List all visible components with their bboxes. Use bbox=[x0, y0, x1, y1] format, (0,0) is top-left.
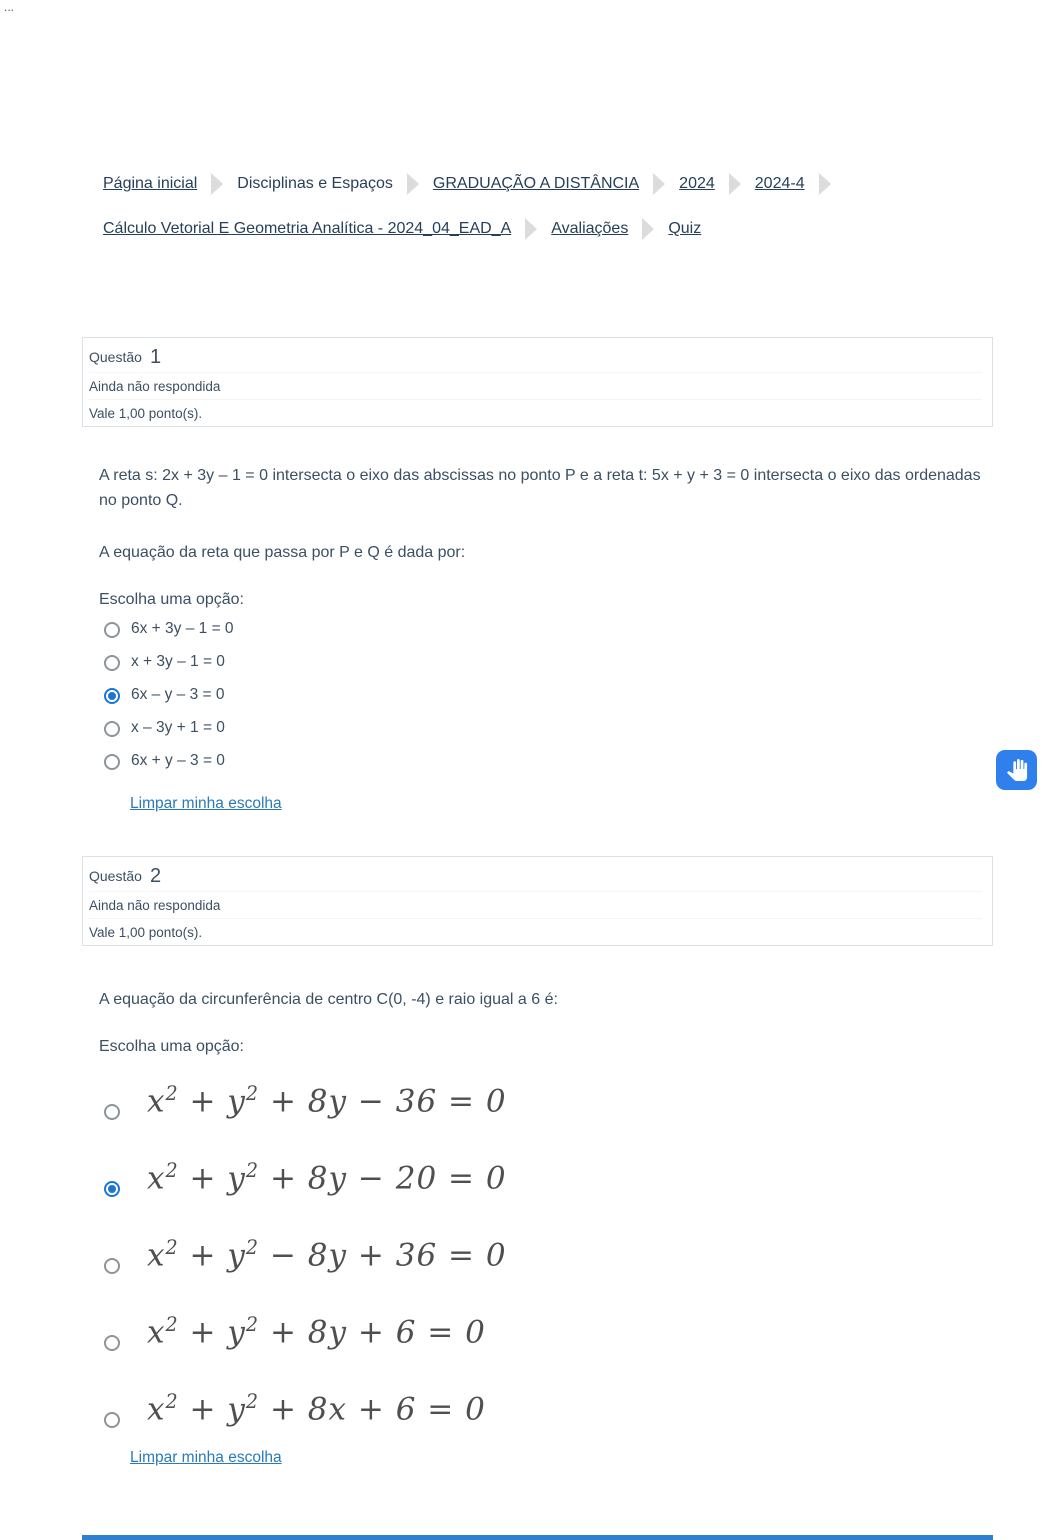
hand-talk-accessibility-button[interactable] bbox=[996, 750, 1037, 790]
equation-image: $x^2 + y^2 + 8y - 20 = 0$ bbox=[147, 1158, 507, 1196]
radio-button[interactable] bbox=[104, 688, 120, 704]
clear-choice-link[interactable]: Limpar minha escolha bbox=[130, 795, 282, 812]
equation-image: $x^2 + y^2 + 8y - 36 = 0$ bbox=[147, 1081, 507, 1119]
answer-option-label: x + 3y – 1 = 0 bbox=[131, 653, 225, 671]
question-2-points: Vale 1,00 ponto(s). bbox=[89, 918, 982, 945]
radio-button[interactable] bbox=[104, 1412, 120, 1428]
answer-option[interactable] bbox=[99, 1290, 981, 1367]
radio-button[interactable] bbox=[104, 721, 120, 737]
chevron-right-icon bbox=[642, 218, 654, 240]
answer-option[interactable] bbox=[99, 1213, 981, 1290]
equation-image: $x^2 + y^2 + 8y + 6 = 0$ bbox=[147, 1312, 486, 1350]
radio-button[interactable] bbox=[104, 1258, 120, 1274]
bottom-blue-bar bbox=[82, 1535, 993, 1540]
breadcrumb-item-disciplinas-e-espacos: Disciplinas e Espaços bbox=[237, 175, 393, 192]
answer-option[interactable] bbox=[99, 613, 981, 646]
breadcrumb-link-pagina-inicial[interactable]: Página inicial bbox=[103, 175, 198, 192]
question-2-header bbox=[89, 861, 982, 891]
question-2-info-box bbox=[82, 856, 993, 946]
question-1-choose-label: Escolha uma opção: bbox=[99, 590, 244, 608]
hand-talk-icon bbox=[1006, 759, 1028, 781]
answer-option[interactable] bbox=[99, 745, 981, 778]
answer-option[interactable] bbox=[99, 646, 981, 679]
breadcrumb-link-course[interactable]: Cálculo Vetorial E Geometria Analítica - 2024_04_EAD_A bbox=[103, 220, 512, 237]
breadcrumb-link-graduacao-a-distancia[interactable]: GRADUAÇÃO A DISTÂNCIA bbox=[432, 175, 640, 192]
question-label: Questão bbox=[89, 349, 142, 365]
answer-option-label: 6x – y – 3 = 0 bbox=[131, 686, 225, 704]
answer-option[interactable] bbox=[99, 679, 981, 712]
radio-button[interactable] bbox=[104, 754, 120, 770]
question-1-points: Vale 1,00 ponto(s). bbox=[89, 399, 982, 426]
question-2-status: Ainda não respondida bbox=[89, 891, 982, 918]
question-1-text: A reta s: 2x + 3y – 1 = 0 intersecta o eixo das abscissas no ponto P e a reta t: 5x + y + 3 = 0 intersecta o eixo das ordenadas no ponto Q. bbox=[99, 467, 981, 509]
breadcrumb-link-quiz[interactable]: Quiz bbox=[668, 220, 702, 237]
question-2-body bbox=[99, 988, 981, 1471]
question-1-header bbox=[89, 342, 982, 372]
question-1-status: Ainda não respondida bbox=[89, 372, 982, 399]
breadcrumb-link-2024[interactable]: 2024 bbox=[679, 175, 715, 192]
breadcrumb-link-avaliacoes[interactable]: Avaliações bbox=[551, 220, 629, 237]
answer-option[interactable] bbox=[99, 1367, 981, 1444]
question-label: Questão bbox=[89, 868, 142, 884]
clear-choice-link[interactable]: Limpar minha escolha bbox=[130, 1449, 282, 1466]
chevron-right-icon bbox=[653, 173, 665, 195]
question-1-body bbox=[99, 464, 981, 817]
radio-button[interactable] bbox=[104, 1181, 120, 1197]
chevron-right-icon bbox=[819, 173, 831, 195]
answer-option-label: x – 3y + 1 = 0 bbox=[131, 719, 225, 737]
overflow-ellipsis: ... bbox=[4, 0, 15, 14]
radio-button[interactable] bbox=[104, 1335, 120, 1351]
equation-image: $x^2 + y^2 - 8y + 36 = 0$ bbox=[147, 1235, 507, 1273]
chevron-right-icon bbox=[525, 218, 537, 240]
question-1-info-box bbox=[82, 337, 993, 427]
radio-button[interactable] bbox=[104, 655, 120, 671]
answer-option-label: 6x + y – 3 = 0 bbox=[131, 752, 225, 770]
radio-button[interactable] bbox=[104, 1104, 120, 1120]
question-2-choose-label: Escolha uma opção: bbox=[99, 1037, 244, 1055]
answer-option[interactable] bbox=[99, 1059, 981, 1136]
breadcrumb-link-2024-4[interactable]: 2024-4 bbox=[754, 175, 805, 192]
question-1-prompt: A equação da reta que passa por P e Q é dada por: bbox=[99, 544, 466, 561]
question-number: 2 bbox=[149, 864, 162, 887]
chevron-right-icon bbox=[407, 173, 419, 195]
question-1-options bbox=[99, 613, 981, 778]
answer-option-label: 6x + 3y – 1 = 0 bbox=[131, 620, 234, 638]
radio-button[interactable] bbox=[104, 622, 120, 638]
answer-option[interactable] bbox=[99, 1136, 981, 1213]
breadcrumb bbox=[103, 173, 903, 240]
equation-image: $x^2 + y^2 + 8x + 6 = 0$ bbox=[147, 1389, 486, 1427]
chevron-right-icon bbox=[211, 173, 223, 195]
answer-option[interactable] bbox=[99, 712, 981, 745]
question-number: 1 bbox=[149, 345, 162, 368]
question-2-text: A equação da circunferência de centro C(0, -4) e raio igual a 6 é: bbox=[99, 991, 558, 1008]
question-2-options bbox=[99, 1059, 981, 1444]
chevron-right-icon bbox=[729, 173, 741, 195]
